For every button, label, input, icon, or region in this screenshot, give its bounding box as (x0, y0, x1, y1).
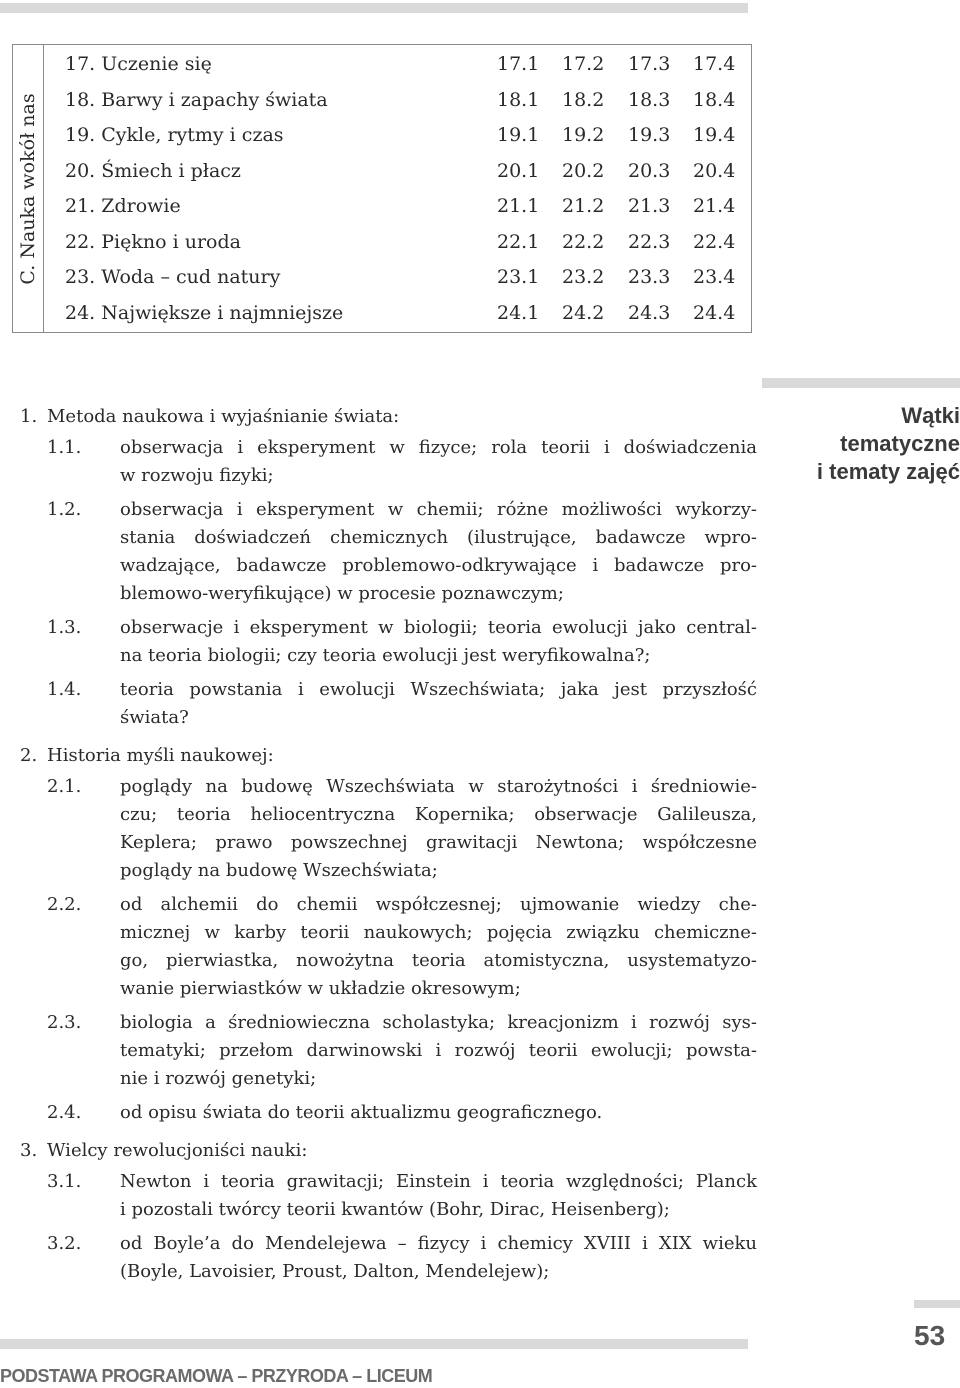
table-row (65, 46, 755, 82)
section-number: 2. (20, 745, 38, 766)
topic-code: 22.4 (693, 230, 736, 253)
text-line: wanie pierwiastków w układzie okresowym; (120, 978, 521, 999)
text-line: od opisu świata do teorii aktualizmu geograficznego. (120, 1102, 603, 1123)
text-line: obserwacje i eksperyment w biologii; teoria ewolucji jako central- (120, 617, 757, 638)
topic-code: 21.1 (497, 195, 540, 217)
text-line: blemowo-weryfikujące) w procesie poznawczym; (120, 583, 564, 604)
section-title: Metoda naukowa i wyjaśnianie świata: (47, 406, 400, 427)
topic-code: 17.3 (628, 53, 671, 75)
topic-code: 22.3 (628, 230, 671, 253)
topic-code: 19.1 (497, 124, 540, 146)
table-row (65, 82, 755, 118)
text-line: świata? (120, 707, 189, 728)
subsection-number: 1.2. (47, 499, 82, 520)
topic-code: 19.3 (628, 124, 671, 146)
subsection-number: 2.3. (47, 1012, 82, 1033)
text-line: poglądy na budowę Wszechświata; (120, 860, 438, 881)
topic-code: 24.4 (693, 301, 736, 324)
subsection-number: 1.3. (47, 617, 82, 638)
subsection-text (120, 676, 757, 732)
topic-code: 17.4 (693, 53, 736, 75)
footer-text: PODSTAWA PROGRAMOWA – PRZYRODA – LICEUM (0, 1366, 433, 1386)
subsection-text (120, 891, 757, 1003)
topic-code: 24.1 (497, 301, 540, 324)
section-title: Historia myśli naukowej: (47, 745, 274, 766)
topic-code: 18.1 (497, 88, 540, 111)
text-line: od Boyle’a do Mendelejewa – fizycy i chemicy XVIII i XIX wieku (120, 1233, 757, 1254)
subsection-text (120, 773, 757, 885)
section-label (13, 45, 44, 332)
sidebar-divider-bar (762, 378, 960, 388)
topic-code: 20.3 (628, 159, 671, 182)
topic-code: 19.4 (693, 124, 736, 146)
topic-name: 20. Śmiech i płacz (65, 159, 241, 182)
topic-name: 19. Cykle, rytmy i czas (65, 124, 284, 146)
text-line: wadzające, badawcze problemowo-odkrywające i badawcze pro- (120, 555, 757, 576)
table-row (65, 153, 755, 189)
page-number-bar (914, 1300, 960, 1308)
text-line: Newton i teoria grawitacji; Einstein i teoria względności; Planck (120, 1171, 757, 1192)
topic-code: 24.2 (562, 301, 605, 324)
subsection-number: 1.1. (47, 437, 82, 458)
subsection-text (120, 1230, 757, 1286)
text-line: biologia a średniowieczna scholastyka; kreacjonizm i rozwój sys- (120, 1012, 757, 1033)
table-row (65, 188, 755, 224)
sidebar-title-line: tematyczne (840, 431, 960, 456)
text-line: teoria powstania i ewolucji Wszechświata; jaka jest przyszłość (120, 679, 757, 700)
page-number: 53 (914, 1320, 946, 1351)
topic-code: 23.4 (693, 266, 736, 288)
topic-code: 20.1 (497, 159, 540, 182)
table-row (65, 224, 755, 260)
topics-table (12, 44, 752, 333)
topic-code: 23.3 (628, 266, 671, 288)
topic-name: 22. Piękno i uroda (65, 230, 241, 253)
topic-code: 19.2 (562, 124, 605, 146)
section-title: Wielcy rewolucjoniści nauki: (47, 1140, 308, 1161)
topic-code: 23.1 (497, 266, 540, 288)
topic-name: 18. Barwy i zapachy świata (65, 88, 328, 111)
subsection-number: 3.2. (47, 1233, 82, 1254)
topic-code: 22.1 (497, 230, 540, 253)
subsection-number: 2.2. (47, 894, 82, 915)
section-number: 3. (20, 1140, 38, 1161)
topic-code: 20.2 (562, 159, 605, 182)
topic-name: 21. Zdrowie (65, 195, 181, 217)
top-divider-bar (0, 3, 748, 13)
topic-code: 21.3 (628, 195, 671, 217)
text-line: (Boyle, Lavoisier, Proust, Dalton, Mendelejew); (120, 1261, 550, 1282)
text-line: Keplera; prawo powszechnej grawitacji Newtona; współczesne (120, 832, 757, 853)
text-line: od alchemii do chemii współczesnej; ujmowanie wiedzy che- (120, 894, 757, 915)
topic-name: 17. Uczenie się (65, 53, 212, 75)
text-line: micznej w karby teorii naukowych; pojęcia związku chemiczne- (120, 922, 757, 943)
topic-code: 21.2 (562, 195, 605, 217)
subsection-text (120, 1099, 757, 1127)
text-line: tematyki; przełom darwinowski i rozwój teorii ewolucji; powsta- (120, 1040, 757, 1061)
subsection-number: 1.4. (47, 679, 82, 700)
sidebar-title-line: Wątki (901, 403, 960, 428)
subsection-text (120, 434, 757, 490)
subsection-number: 2.1. (47, 776, 82, 797)
text-line: stania doświadczeń chemicznych (ilustrujące, badawcze wpro- (120, 527, 757, 548)
sidebar-title (790, 402, 960, 486)
table-row (65, 259, 755, 295)
text-line: poglądy na budowę Wszechświata w starożytności i średniowie- (120, 776, 757, 797)
topic-code: 17.1 (497, 53, 540, 75)
bottom-divider-bar (0, 1339, 748, 1349)
subsection-text (120, 614, 757, 670)
topic-code: 23.2 (562, 266, 605, 288)
table-row (65, 295, 755, 331)
section-label-text: C. Nauka wokół nas (17, 92, 39, 285)
subsection-text (120, 1009, 757, 1093)
topic-code: 18.2 (562, 88, 605, 111)
text-line: go, pierwiastka, nowożytna teoria atomistyczna, usystematyzo- (120, 950, 757, 971)
text-line: na teoria biologii; czy teoria ewolucji jest weryfikowalna?; (120, 645, 651, 666)
text-line: w rozwoju fizyki; (120, 465, 274, 486)
subsection-text (120, 496, 757, 608)
text-line: obserwacja i eksperyment w fizyce; rola teorii i doświadczenia (120, 437, 757, 458)
topic-code: 24.3 (628, 301, 671, 324)
table-row (65, 117, 755, 153)
topic-name: 23. Woda – cud natury (65, 266, 281, 288)
topic-code: 20.4 (693, 159, 736, 182)
subsection-number: 2.4. (47, 1102, 82, 1123)
topic-code: 18.4 (693, 88, 736, 111)
text-line: czu; teoria heliocentryczna Kopernika; obserwacje Galileusza, (120, 804, 757, 825)
topic-code: 21.4 (693, 195, 736, 217)
topic-code: 22.2 (562, 230, 605, 253)
topic-code: 17.2 (562, 53, 605, 75)
text-line: i pozostali twórcy teorii kwantów (Bohr, Dirac, Heisenberg); (120, 1199, 670, 1220)
subsection-number: 3.1. (47, 1171, 82, 1192)
section-number: 1. (20, 406, 38, 427)
text-line: nie i rozwój genetyki; (120, 1068, 317, 1089)
topic-code: 18.3 (628, 88, 671, 111)
topic-name: 24. Największe i najmniejsze (65, 301, 344, 324)
subsection-text (120, 1168, 757, 1224)
text-line: obserwacja i eksperyment w chemii; różne możliwości wykorzy- (120, 499, 757, 520)
sidebar-title-line: i tematy zajęć (816, 459, 960, 484)
